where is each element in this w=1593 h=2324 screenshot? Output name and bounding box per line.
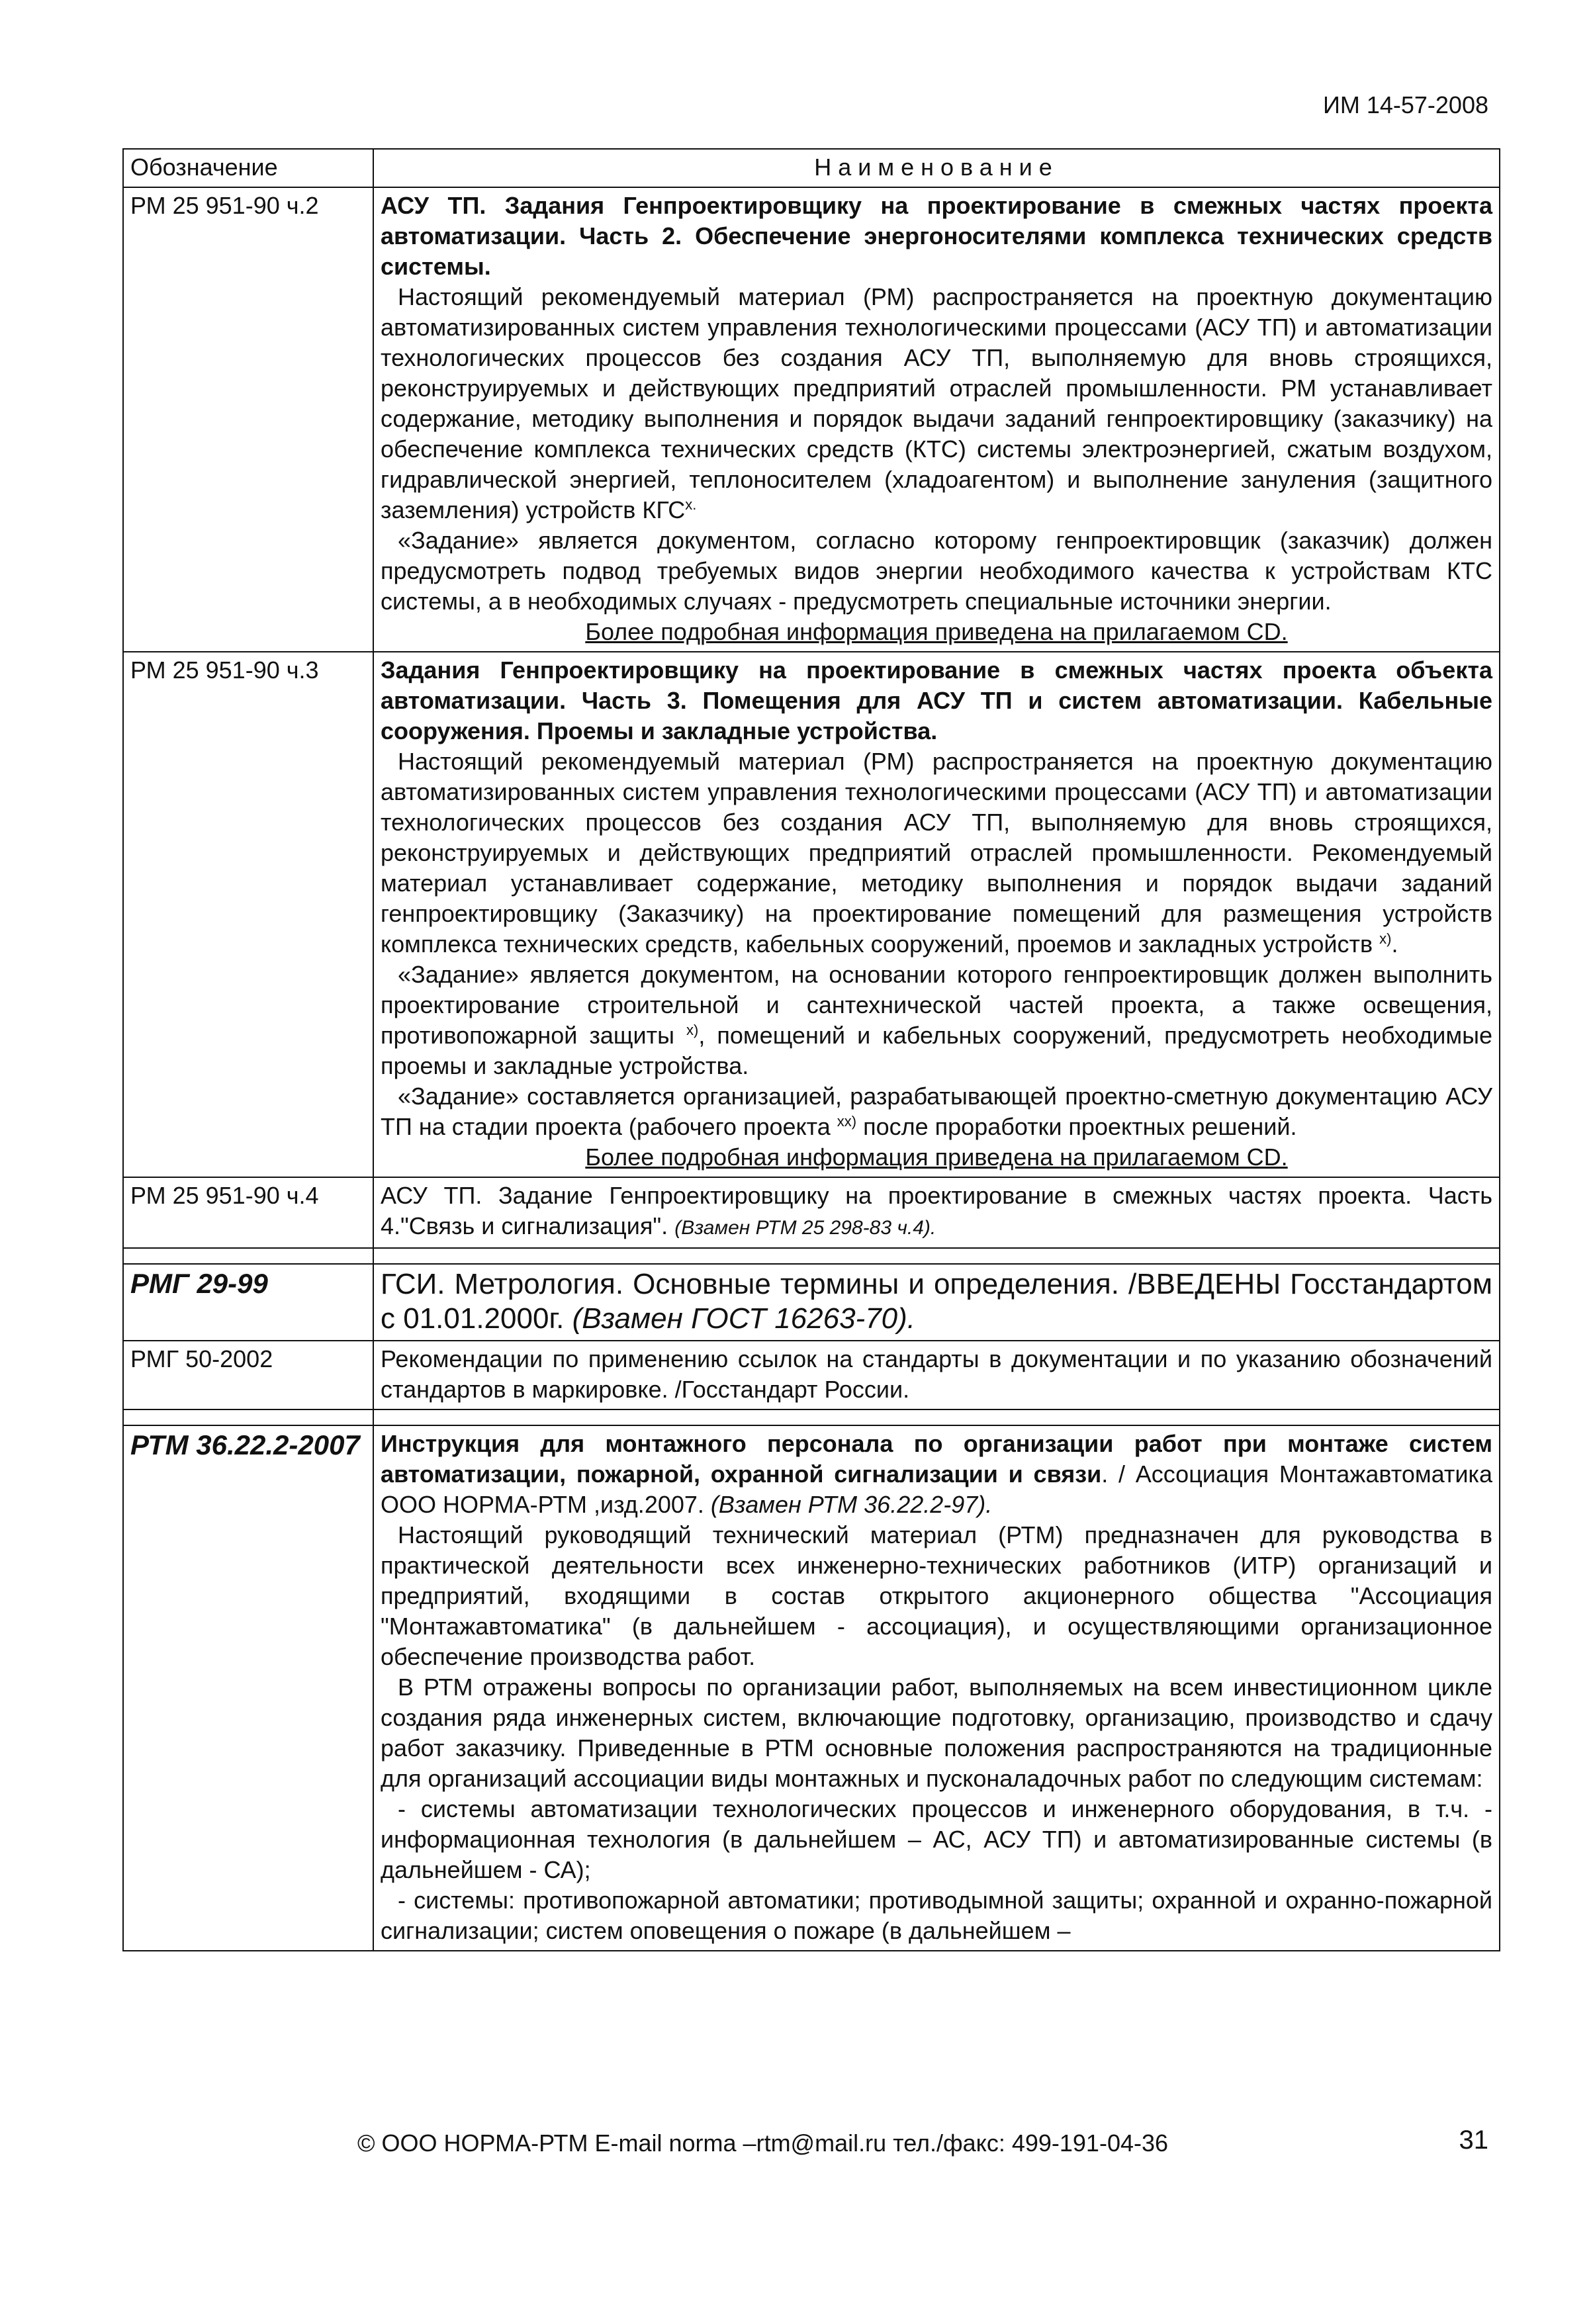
spacer-row <box>123 1409 1500 1425</box>
row-code: РМ 25 951-90 ч.2 <box>123 187 373 652</box>
spacer-row <box>123 1248 1500 1264</box>
replaced-note: (Взамен РТМ 25 298-83 ч.4). <box>674 1217 936 1239</box>
row-text: Рекомендации по применению ссылок на стандарты в документации и по указанию обозначений стандартов в маркировке. /Госстандарт России. <box>381 1345 1492 1403</box>
replaced-note: (Взамен РТМ 36.22.2-97). <box>710 1491 993 1518</box>
row-paragraph: Настоящий рекомендуемый материал (РМ) распространяется на проектную документацию автоматизированных систем управления технологическими процессами (АСУ ТП) и автоматизации технологических процессов без создания АСУ ТП, выполняемую для вновь строящихся, реконструируемых и действующих предприятий отраслей промышленности. РМ устанавливает содержание, методику выполнения и порядок выдачи заданий генпроектировщику (заказчику) на обеспечение комплекса технических средств (КТС) системы электроэнергией, сжатым воздухом, гидравлической энергией, теплоносителем (хладоагентом) и выполнение зануления (защитного заземления) устройств $КГС^{х.}$ <box>381 283 1492 523</box>
footer-contact: © ООО НОРМА-РТМ E-mail norma –rtm@mail.ru тел./факс: 499-191-04-36 <box>357 2129 1169 2157</box>
row-code: РМ 25 951-90 ч.4 <box>123 1177 373 1248</box>
row-code: РМ 25 951-90 ч.3 <box>123 652 373 1177</box>
row-paragraph: «Задание» составляется организацией, разрабатывающей проектно-сметную документацию АСУ ТП на стадии проекта (рабочего проекта $^{хх)}$ после проработки проектных решений. <box>381 1083 1492 1140</box>
replaced-note: (Взамен ГОСТ 16263-70). <box>572 1302 916 1335</box>
row-paragraph: «Задание» является документом, на основании которого генпроектировщик должен выполнить проектирование строительной и сантехнической частей проекта, а также освещения, противопожарной защиты $^{х)}$, помещений и кабельных сооружений, предусмотреть необходимые проемы и закладные устройства. <box>381 961 1492 1079</box>
row-paragraph: - системы: противопожарной автоматики; противодымной защиты; охранной и охранно-пожарной сигнализации; систем оповещения о пожаре (в дальнейшем – <box>381 1887 1492 1944</box>
row-code: РМГ 50-2002 <box>123 1341 373 1409</box>
row-description: ГСИ. Метрология. Основные термины и определения. /ВВЕДЕНЫ Госстандартом с 01.01.2000г. (Взамен ГОСТ 16263-70). <box>373 1264 1500 1341</box>
table-row <box>123 1264 1500 1341</box>
row-paragraph: Настоящий рекомендуемый материал (РМ) распространяется на проектную документацию автоматизированных систем управления технологическими процессами (АСУ ТП) и автоматизации технологических процессов без создания АСУ ТП, выполняемую для вновь строящихся, реконструируемых и действующих предприятий отраслей промышленности. Рекомендуемый материал устанавливает содержание, методику выполнения и порядок выдачи заданий генпроектировщику (Заказчику) на проектирование помещений для размещения устройств комплекса технических средств, кабельных сооружений, проемов и закладных устройств $^{х)}$. <box>381 748 1492 958</box>
row-paragraph: - системы автоматизации технологических процессов и инженерного оборудования, в т.ч. - информационная технология (в дальнейшем – АС, АСУ ТП) и автоматизированные системы (в дальнейшем - СА); <box>381 1795 1492 1883</box>
row-title: Инструкция для монтажного персонала по организации работ при монтаже систем автоматизации, пожарной, охранной сигнализации и связи <box>381 1430 1492 1488</box>
row-description <box>373 187 1500 652</box>
row-paragraph: «Задание» является документом, согласно которому генпроектировщик (заказчик) должен предусмотреть подвод требуемых видов энергии необходимого качества к устройствам КТС системы, а в необходимых случаях - предусмотреть специальные источники энергии. <box>381 527 1492 615</box>
row-title: АСУ ТП. Задания Генпроектировщику на проектирование в смежных частях проекта автоматизации. Часть 2. Обеспечение энергоносителями комплекса технических средств системы. <box>381 192 1492 280</box>
row-paragraph: Настоящий руководящий технический материал (РТМ) предназначен для руководства в практической деятельности всех инженерно-технических работников (ИТР) организаций и предприятий, входящими в состав открытого акционерного общества "Ассоциация "Монтажавтоматика" (в дальнейшем - ассоциация), и осуществляющими организационное обеспечение производства работ. <box>381 1521 1492 1670</box>
row-paragraph: В РТМ отражены вопросы по организации работ, выполняемых на всем инвестиционном цикле создания ряда инженерных систем, включающие подготовку, организацию, производство и сдачу работ заказчику. Приведенные в РТМ основные положения распространяются на традиционные для организаций ассоциации виды монтажных и пусконаладочных работ по следующим системам: <box>381 1674 1492 1792</box>
table-row <box>123 1177 1500 1248</box>
column-header-name: Наименование <box>373 149 1500 187</box>
table-row <box>123 1425 1500 1951</box>
row-title: Задания Генпроектировщику на проектирование в смежных частях проекта объекта автоматизации. Часть 3. Помещения для АСУ ТП и систем автоматизации. Кабельные сооружения. Проемы и закладные устройства. <box>381 656 1492 744</box>
page-number: 31 <box>1459 2125 1488 2155</box>
standards-table <box>122 148 1500 1951</box>
table-row <box>123 1341 1500 1409</box>
table-row <box>123 187 1500 652</box>
more-info-note: Более подробная информация приведена на прилагаемом CD. <box>585 618 1288 645</box>
row-description <box>373 652 1500 1177</box>
row-code: РТМ 36.22.2-2007 <box>123 1425 373 1951</box>
row-description: АСУ ТП. Задание Генпроектировщику на проектирование в смежных частях проекта. Часть 4."Связь и сигнализация". (Взамен РТМ 25 298-83 ч.4). <box>373 1177 1500 1248</box>
row-description: Инструкция для монтажного персонала по организации работ при монтаже систем автоматизации, пожарной, охранной сигнализации и связи. / Ассоциация Монтажавтоматика ООО НОРМА-РТМ ,изд.2007. (Взамен РТМ 36.22.2-97). Настоящий руководящий технический материал (РТМ) предназначен для руководства в практической деятельности всех инженерно-технических работников (ИТР) организаций и предприятий, входящими в состав открытого акционерного общества "Ассоциация "Монтажавтоматика" (в дальнейшем - ассоциация), и осуществляющими организационное обеспечение производства работ. В РТМ отражены вопросы по организации работ, выполняемых на всем инвестиционном цикле создания ряда инженерных систем, включающие подготовку, организацию, производство и сдачу работ заказчику. Приведенные в РТМ основные положения распространяются на традиционные для организаций ассоциации виды монтажных и пусконаладочных работ по следующим системам: - системы автоматизации технологических процессов и инженерного оборудования, в т.ч. - информационная технология (в дальнейшем – АС, АСУ ТП) и автоматизированные системы (в дальнейшем - СА); - системы: противопожарной автоматики; противодымной защиты; охранной и охранно-пожарной сигнализации; систем оповещения о пожаре (в дальнейшем – <box>373 1425 1500 1951</box>
table-row <box>123 652 1500 1177</box>
row-code: РМГ 29-99 <box>123 1264 373 1341</box>
column-header-code: Обозначение <box>123 149 373 187</box>
more-info-note: Более подробная информация приведена на прилагаемом CD. <box>585 1143 1288 1171</box>
document-number: ИМ 14-57-2008 <box>1322 91 1488 118</box>
table-header-row <box>123 149 1500 187</box>
row-description <box>373 1341 1500 1409</box>
